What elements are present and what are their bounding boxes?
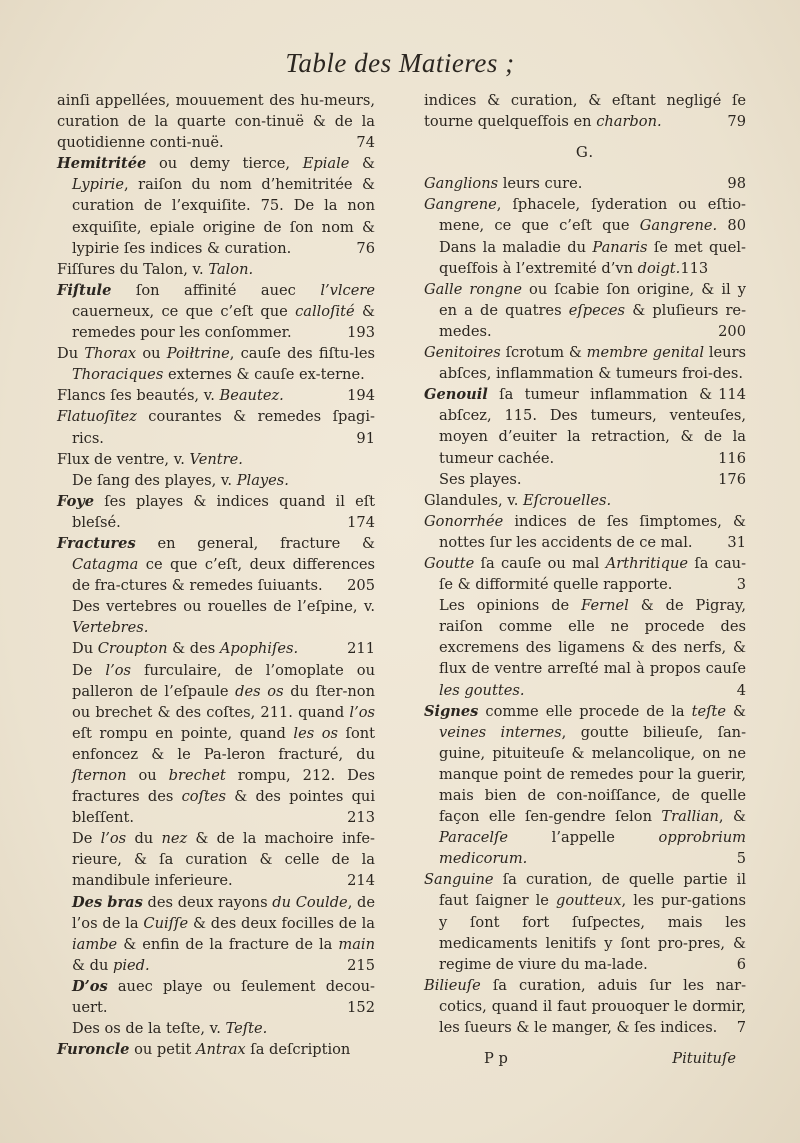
index-entry: Ses playes. 176 xyxy=(424,469,746,490)
signature-mark: P p xyxy=(484,1050,508,1067)
index-entry: Hemitritée ou demy tierce, Epiale & Lypirie, raiſon du nom d’hemitritée & curation de l’exquiſite. 75. De la non exquiſite, epiale origine de ſon nom & lypirie ſes indices & curation. 76 xyxy=(57,153,375,258)
section-letter: G. xyxy=(575,143,595,162)
index-entry: Goutte ſa cauſe ou mal Arthritique ſa cau-ſe & difformité quelle rapporte. 3 xyxy=(424,553,746,595)
index-entry: Gangrene, ſphacele, ſyderation ou eſtio-mene, ce que c’eſt que Gangrene. 80 Dans la maladie du Panaris ſe met quel-queſfois à l’extremité d’vn doigt.113 xyxy=(424,196,746,277)
page-number: 7 xyxy=(736,1019,746,1037)
page-number: 31 xyxy=(727,533,746,551)
index-entry: Sanguine ſa curation, de quelle partie il faut ſaigner le goutteux, les pur-gations y ſont fort ſuſpectes, mais les medicaments lenitifs y ſont pro-pres, & regime de viure du ma-lade. 6 xyxy=(424,869,746,974)
page-number: 194 xyxy=(347,387,375,405)
page-number: 193 xyxy=(347,324,375,342)
index-entry: Du Croupton & des Apophiſes. 211 xyxy=(57,638,375,659)
index-entry: Flancs ſes beautés, v. Beautez. xyxy=(57,387,284,405)
index-entry: Des vertebres ou rouelles de l’eſpine, v. Vertebres. xyxy=(72,598,375,637)
page-number: 152 xyxy=(347,999,375,1017)
index-column-left xyxy=(57,90,375,1060)
index-entry: Des os de la teſte, v. Teſte. xyxy=(72,1020,268,1038)
page-number: 114 xyxy=(718,386,746,404)
index-entry: Foye ſes playes & indices quand il eſt bleſsé. 174 xyxy=(57,491,375,533)
page-number: 76 xyxy=(356,239,375,257)
index-entry: indices & curation, & eſtant negligé ſe tourne quelqueſfois en charbon. 79 xyxy=(424,90,746,132)
page-number: 211 xyxy=(347,640,375,658)
index-entry: Genitoires ſcrotum & membre genital leurs abſces, inflammation & tumeurs froi-des. 114 xyxy=(424,342,746,384)
page-number: 98 xyxy=(727,175,746,193)
page-number: 214 xyxy=(347,872,375,890)
index-entry: Genouil ſa tumeur inflammation & abſcez, 115. Des tumeurs, venteuſes, moyen d’euiter la retraction, & de la tumeur cachée. 116 xyxy=(424,384,746,468)
index-entry: Glandules, v. Eſcrouelles. xyxy=(424,491,612,509)
index-entry: Gonorrhée indices de ſes ſimptomes, & nottes ſur les accidents de ce mal. 31 xyxy=(424,511,746,553)
index-entry: Flatuoſitez courantes & remedes ſpagi-rics. 91 xyxy=(57,406,375,448)
index-entry: Flux de ventre, v. Ventre. xyxy=(57,450,243,468)
index-entry: ainſi appellées, mouuement des hu-meurs, curation de la quarte con-tinuë & de la quotidienne conti-nuë. 74 xyxy=(57,90,375,153)
index-entry: Furoncle ou petit Antrax ſa deſcription xyxy=(57,1041,351,1059)
index-entry: Signes comme elle procede de la teſte & veines internes, goutte bilieuſe, ſan-guine, pituiteuſe & melancolique, on ne manque point de remedes pour la guerir, mais bien de con-noiſſance, de quelle façon elle ſen-gendre ſelon Trallian, & Paracelſe l’appelle opprobrium medicorum. 5 xyxy=(424,701,746,870)
index-entry: De ſang des playes, v. Playes. xyxy=(72,471,289,489)
index-entry: Fiſtule ſon affinité auec l’vlcere cauerneux, ce que c’eſt que calloſité & remedes pour les conſommer. 193 xyxy=(57,280,375,343)
index-entry: Fiſſures du Talon, v. Talon. xyxy=(57,260,254,278)
index-entry: Galle rongne ou ſcabie ſon origine, & il y en a de quatres eſpeces & pluſieurs re-medes. 200 xyxy=(424,279,746,342)
index-entry: Bilieuſe ſa curation, aduis ſur les nar-cotics, quand il faut prouoquer le dormir, les ſueurs & le manger, & ſes indices. 7 xyxy=(424,975,746,1038)
index-entry: Fractures en general, fracture & Catagma ce que c’eſt, deux differences de fra-ctures & remedes ſuiuants. 205 xyxy=(57,533,375,596)
page-number: 5 xyxy=(736,850,746,868)
page-number: 176 xyxy=(718,470,746,488)
page-number: 3 xyxy=(736,576,746,594)
catchword: Pituituſe xyxy=(672,1050,736,1067)
page-number: 174 xyxy=(347,513,375,531)
page-number: 74 xyxy=(356,134,375,152)
page-number: 205 xyxy=(347,577,375,595)
index-entry: Les opinions de Fernel & de Pigray, raiſon comme elle ne procede des excremens des ligamens & des nerfs, & flux de ventre arreſté mal à propos cauſe les gouttes. 4 xyxy=(424,595,746,700)
index-column-right xyxy=(424,90,746,1038)
page-number: 6 xyxy=(736,955,746,973)
index-entry: Ganglions leurs cure. 98 xyxy=(424,173,746,194)
page-number: 213 xyxy=(347,809,375,827)
page-number: 79 xyxy=(727,113,746,131)
page-header: Table des Matieres ; xyxy=(285,48,515,78)
index-entry: D’os auec playe ou ſeulement decou-uert. 152 xyxy=(57,976,375,1018)
index-entry: Du Thorax ou Poiłtrine, cauſe des fiſtu-les Thoraciques externes & cauſe ex-terne. 194 xyxy=(57,343,375,385)
page-number: 200 xyxy=(718,322,746,340)
page-number: 215 xyxy=(347,956,375,974)
page-number: 91 xyxy=(356,429,375,447)
page-number: 4 xyxy=(736,681,746,699)
page-number: 116 xyxy=(718,449,746,467)
index-entry: De l’os du nez & de la machoire infe-rieure, & ſa curation & celle de la mandibule inferieure. 214 xyxy=(57,828,375,891)
index-entry: De l’os furculaire, de l’omoplate ou palleron de l’eſpaule des os du ſter-non ou brechet & des coſtes, 211. quand l’os eſt rompu en pointe, quand les os ſont enfoncez & le Pa-leron fracturé, du ſternon ou brechet rompu, 212. Des fractures des coſtes & des pointes qui bleſſent. 213 xyxy=(57,660,375,829)
index-entry: Des bras des deux rayons du Coulde, de l’os de la Cuiſſe & des deux focilles de la iambe & enfin de la fracture de la main & du pied. 215 xyxy=(57,892,375,976)
